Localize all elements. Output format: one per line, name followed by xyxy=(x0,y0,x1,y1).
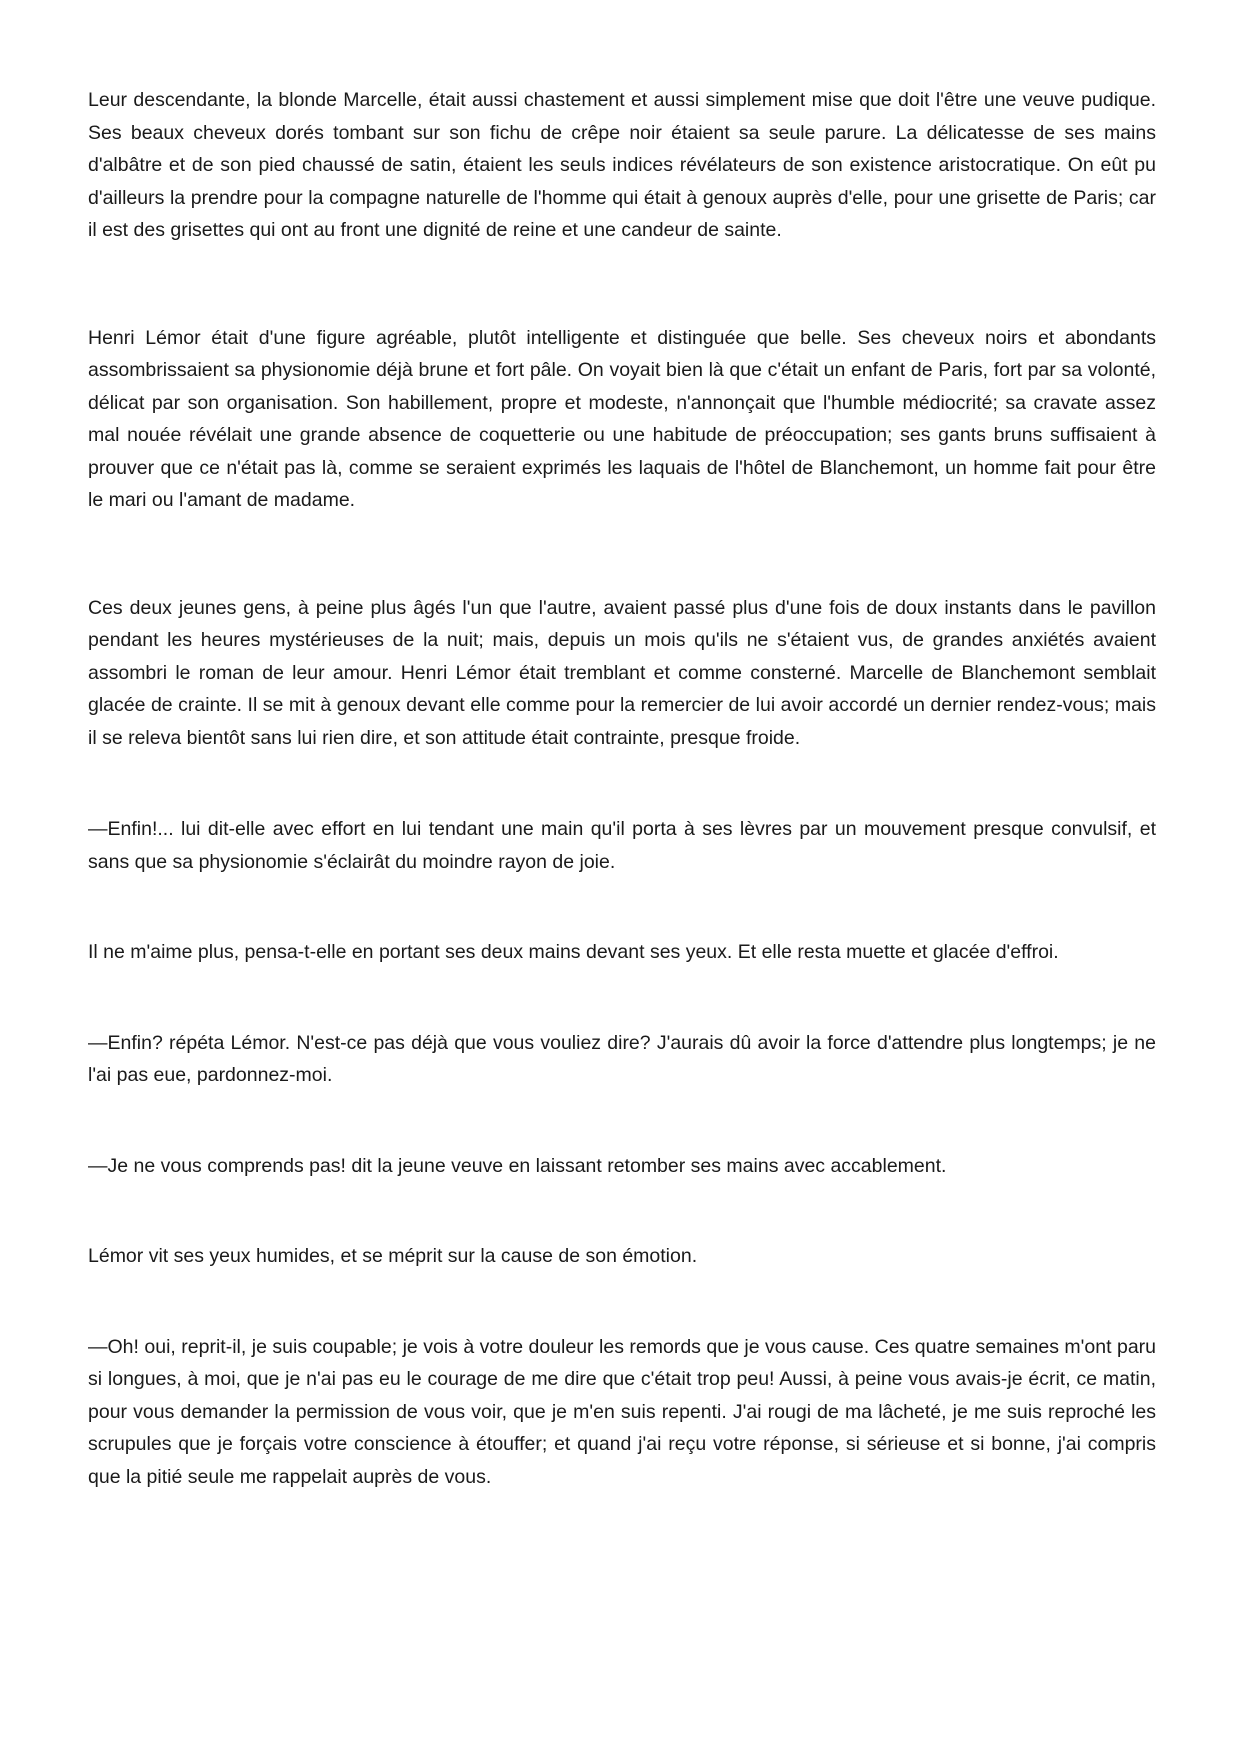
paragraph-7: —Je ne vous comprends pas! dit la jeune veuve en laissant retomber ses mains avec accablement. xyxy=(88,1154,947,1177)
paragraph-2: Henri Lémor était d'une figure agréable, plutôt intelligente et distinguée que belle. Ses cheveux noirs et abondants assombrissaient sa physionomie déjà brune et fort pâle. On voyait bien là que c'était un enfant de Paris, fort par sa volonté, délicat par son organisation. Son habillement, propre et modeste, n'annonçait que l'humble médiocrité; sa cravate assez mal nouée révélait une grande absence de coquetterie ou une habitude de préoccupation; ses gants bruns suffisaient à prouver que ce n'était pas là, comme se seraient exprimés les laquais de l'hôtel de Blanchemont, un homme fait pour être le mari ou l'amant de madame. xyxy=(88,326,1156,511)
paragraph-5: Il ne m'aime plus, pensa-t-elle en portant ses deux mains devant ses yeux. Et elle resta muette et glacée d'effroi. xyxy=(88,941,1059,963)
paragraph-4: —Enfin!... lui dit-elle avec effort en lui tendant une main qu'il porta à ses lèvres par un mouvement presque convulsif, et sans que sa physionomie s'éclairât du moindre rayon de joie. xyxy=(88,818,1156,873)
paragraph-1: Leur descendante, la blonde Marcelle, était aussi chastement et aussi simplement mise que doit l'être une veuve pudique. Ses beaux cheveux dorés tombant sur son fichu de crêpe noir étaient sa seule parure. La délicatesse de ses mains d'albâtre et de son pied chaussé de satin, étaient les seuls indices révélateurs de son existence aristocratique. On eût pu d'ailleurs la prendre pour la compagne naturelle de l'homme qui était à genoux auprès d'elle, pour une grisette de Paris; car il est des grisettes qui ont au front une dignité de reine et une candeur de sainte. xyxy=(88,89,1156,241)
paragraph-8: Lémor vit ses yeux humides, et se méprit sur la cause de son émotion. xyxy=(88,1245,698,1267)
paragraph-6: —Enfin? répéta Lémor. N'est-ce pas déjà que vous vouliez dire? J'aurais dû avoir la force d'attendre plus longtemps; je ne l'ai pas eue, pardonnez-moi. xyxy=(88,1031,1156,1086)
document-page xyxy=(88,84,1156,1493)
paragraph-9: —Oh! oui, reprit-il, je suis coupable; je vois à votre douleur les remords que je vous cause. Ces quatre semaines m'ont paru si longues, à moi, que je n'ai pas eu le courage de me dire que c'était trop peu! Aussi, à peine vous avais-je écrit, ce matin, pour vous demander la permission de vous voir, que je m'en suis repenti. J'ai rougi de ma lâcheté, je me suis reproché les scrupules que je forçais votre conscience à étouffer; et quand j'ai reçu votre réponse, si sérieuse et si bonne, j'ai compris que la pitié seule me rappelait auprès de vous. xyxy=(88,1335,1156,1488)
paragraph-3: Ces deux jeunes gens, à peine plus âgés l'un que l'autre, avaient passé plus d'une fois de doux instants dans le pavillon pendant les heures mystérieuses de la nuit; mais, depuis un mois qu'ils ne s'étaient vus, de grandes anxiétés avaient assombri le roman de leur amour. Henri Lémor était tremblant et comme consterné. Marcelle de Blanchemont semblait glacée de crainte. Il se mit à genoux devant elle comme pour la remercier de lui avoir accordé un dernier rendez-vous; mais il se releva bientôt sans lui rien dire, et son attitude était contrainte, presque froide. xyxy=(88,596,1156,749)
